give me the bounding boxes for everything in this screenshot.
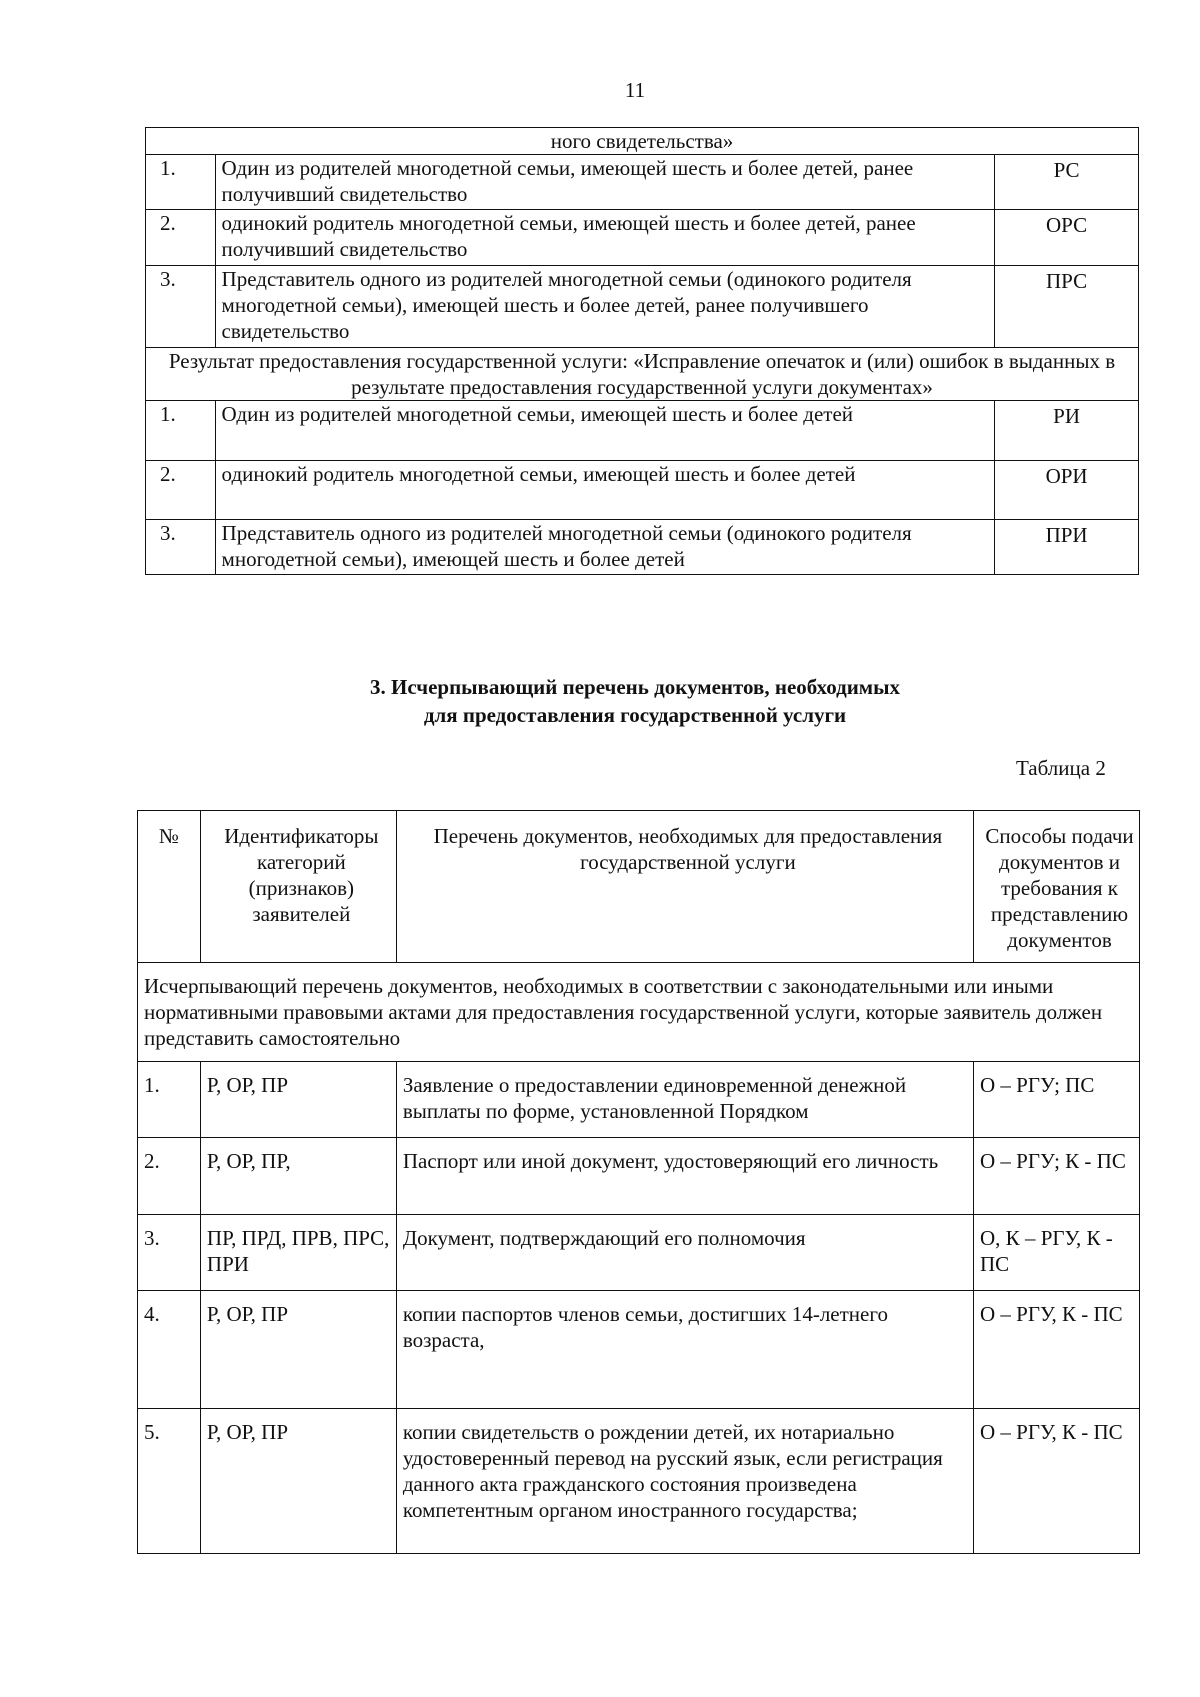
submission-way: О – РГУ, К - ПС <box>974 1291 1140 1409</box>
column-header: № <box>138 811 201 963</box>
column-header: Перечень документов, необходимых для предоставления государственной услуги <box>396 811 973 963</box>
page-number: 11 <box>624 78 646 102</box>
table-row <box>138 1062 1140 1138</box>
category-code: ОРИ <box>995 461 1139 520</box>
category-text: Представитель одного из родителей многодетной семьи (одинокого родителя многодетной семьи), имеющей шесть и более детей <box>215 520 995 575</box>
table-row <box>138 1291 1140 1409</box>
submission-way: О – РГУ, К - ПС <box>974 1409 1140 1554</box>
applicant-ids: Р, ОР, ПР <box>200 1409 396 1554</box>
row-number: 3. <box>146 266 216 348</box>
table-header-row <box>138 811 1140 963</box>
table-row <box>138 1409 1140 1554</box>
document-text: копии свидетельств о рождении детей, их нотариально удостоверенный перевод на русский язык, если регистрация данного акта гражданского состояния произведена компетентным органом иностранного государства; <box>396 1409 973 1554</box>
table-row <box>138 1138 1140 1215</box>
category-text: Один из родителей многодетной семьи, имеющей шесть и более детей, ранее получивший свидетельство <box>215 155 995 210</box>
row-number: 5. <box>138 1409 201 1554</box>
section-heading <box>0 673 1200 729</box>
table-row <box>146 266 1139 348</box>
table-row <box>146 461 1139 520</box>
applicant-ids: Р, ОР, ПР <box>200 1291 396 1409</box>
section-row: Исчерпывающий перечень документов, необходимых в соответствии с законодательными или иными нормативными правовыми актами для предоставления государственной услуги, которые заявитель должен представить самостоятельно <box>138 963 1140 1062</box>
category-code: ПРИ <box>995 520 1139 575</box>
row-number: 3. <box>146 520 216 575</box>
category-text: Представитель одного из родителей многодетной семьи (одинокого родителя многодетной семьи), имеющей шесть и более детей, ранее получившего свидетельство <box>215 266 995 348</box>
category-text: одинокий родитель многодетной семьи, имеющей шесть и более детей, ранее получивший свидетельство <box>215 210 995 266</box>
row-number: 1. <box>146 401 216 461</box>
applicant-categories-table <box>145 127 1139 575</box>
table-row <box>146 401 1139 461</box>
submission-way: О – РГУ; ПС <box>974 1062 1140 1138</box>
table-row <box>146 348 1139 401</box>
document-text: Заявление о предоставлении единовременной денежной выплаты по форме, установленной Порядком <box>396 1062 973 1138</box>
table-row <box>146 155 1139 210</box>
row-number: 2. <box>146 461 216 520</box>
table-row <box>146 128 1139 155</box>
table-row <box>138 1215 1140 1291</box>
category-text: Один из родителей многодетной семьи, имеющей шесть и более детей <box>215 401 995 461</box>
row-number: 1. <box>138 1062 201 1138</box>
document-text: Паспорт или иной документ, удостоверяющий его личность <box>396 1138 973 1215</box>
table-row <box>146 520 1139 575</box>
category-code: ПРС <box>995 266 1139 348</box>
category-code: ОРС <box>995 210 1139 266</box>
row-number: 4. <box>138 1291 201 1409</box>
table-caption: Таблица 2 <box>1016 756 1106 780</box>
table-row <box>138 963 1140 1062</box>
row-number: 3. <box>138 1215 201 1291</box>
category-code: РС <box>995 155 1139 210</box>
column-header: Идентификаторы категорий (признаков) заявителей <box>200 811 396 963</box>
row-number: 2. <box>138 1138 201 1215</box>
table-row <box>146 210 1139 266</box>
row-number: 1. <box>146 155 216 210</box>
section-heading-line: 3. Исчерпывающий перечень документов, необходимых <box>369 675 901 699</box>
applicant-ids: Р, ОР, ПР, <box>200 1138 396 1215</box>
continuation-row: ного свидетельства» <box>146 128 1139 155</box>
documents-table <box>137 810 1140 1554</box>
section-heading-line: для предоставления государственной услуги <box>423 703 847 727</box>
category-text: одинокий родитель многодетной семьи, имеющей шесть и более детей <box>215 461 995 520</box>
applicant-ids: ПР, ПРД, ПРВ, ПРС, ПРИ <box>200 1215 396 1291</box>
applicant-ids: Р, ОР, ПР <box>200 1062 396 1138</box>
document-text: Документ, подтверждающий его полномочия <box>396 1215 973 1291</box>
submission-way: О, К – РГУ, К - ПС <box>974 1215 1140 1291</box>
column-header: Способы подачи документов и требования к представлению документов <box>974 811 1140 963</box>
document-text: копии паспортов членов семьи, достигших 14-летнего возраста, <box>396 1291 973 1409</box>
row-number: 2. <box>146 210 216 266</box>
submission-way: О – РГУ; К - ПС <box>974 1138 1140 1215</box>
category-code: РИ <box>995 401 1139 461</box>
result-row: Результат предоставления государственной услуги: «Исправление опечаток и (или) ошибок в выданных в результате предоставления государственной услуги документах» <box>146 348 1139 401</box>
